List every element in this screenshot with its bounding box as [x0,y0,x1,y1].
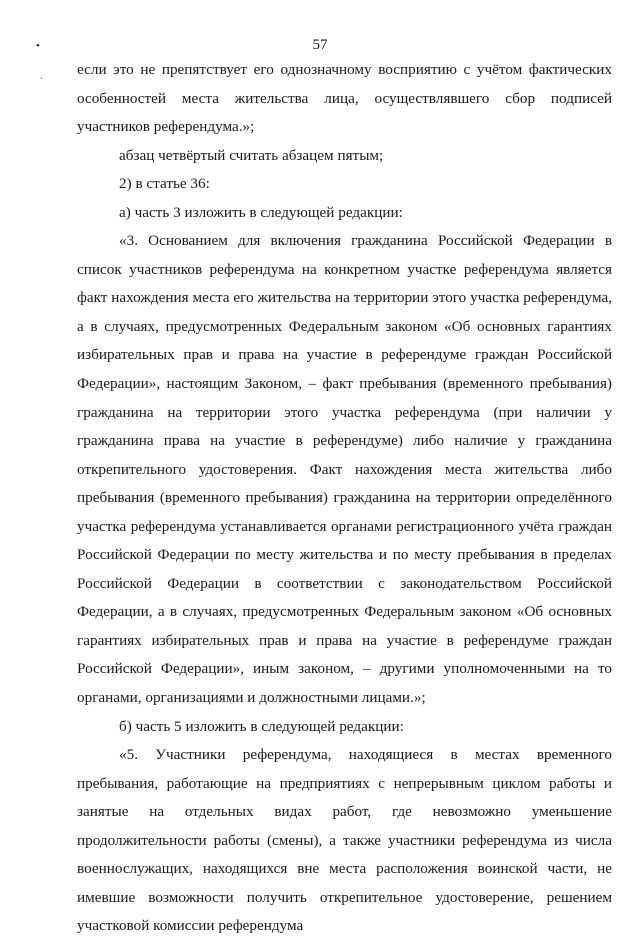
margin-tick-mark: ` [40,76,43,86]
paragraph-article-36: 2) в статье 36: [119,175,210,193]
paragraph-continuation: если это не препятствует его однозначному восприятию с учётом фактических особенностей места жительства лица, осуществлявшего сбор подписей участников референдума.»; [77,61,612,136]
paragraph-part-5-intro: б) часть 5 изложить в следующей редакции: [119,717,404,735]
page-number: 57 [312,37,328,53]
paragraph-part-3-intro: а) часть 3 изложить в следующей редакции: [119,203,403,221]
paragraph-part-3-text: «3. Основанием для включения гражданина Российской Федерации в список участников референдума на конкретном участке референдума является факт нахождения места его жительства на территории этого участка референдума, а в случаях, предусмотренных Федеральным законом «Об основных гарантиях избирательных прав и права на участие в референдуме граждан Российской Федерации», настоящим Законом, – факт пребывания (временного пребывания) гражданина на территории этого участка референдума (при наличии у гражданина права на участие в референдуме) либо наличие у гражданина открепительного удостоверения. Факт нахождения места жительства либо пребывания (временного пребывания) гражданина на территории определённого участка референдума устанавливается органами регистрационного учёта граждан Российской Федерации по месту жительства и по месту пребывания в пределах Российской Федерации в соответствии с законодательством Российской Федерации, а в случаях, предусмотренных Федеральным законом «Об основных гарантиях избирательных прав и права на участие в референдуме граждан Российской Федерации», иным законом, – другими уполномоченными на то органами, организациями и должностными лицами.»; [77,232,612,707]
paragraph-amendment-note: абзац четвёртый считать абзацем пятым; [119,146,384,164]
margin-dot-mark: • [36,40,40,52]
document-body [77,56,612,941]
paragraph-part-5-text: «5. Участники референдума, находящиеся в местах временного пребывания, работающие на предприятиях с непрерывным циклом работы и занятые на отдельных видах работ, где невозможно уменьшение продолжительности работы (смены), а также участники референдума из числа военнослужащих, находящихся вне места расположения воинской части, не имевшие возможности получить открепительное удостоверение, решением участковой комиссии референдума [77,746,612,935]
